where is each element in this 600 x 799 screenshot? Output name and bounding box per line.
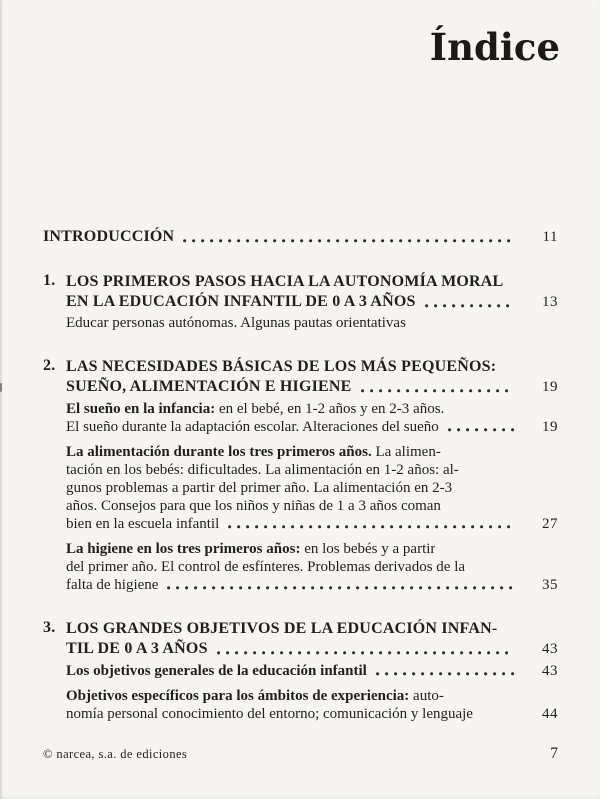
toc-text-bold: LOS GRANDES OBJETIVOS DE LA EDUCACIÓN INFAN- [66, 620, 498, 637]
toc-text-regular: del primer año. El control de esfínteres. Problemas derivados de la [66, 559, 466, 575]
dot-leader [217, 651, 514, 655]
toc-page-number: 35 [542, 577, 558, 593]
dot-leader [361, 389, 514, 393]
toc-text [66, 515, 219, 533]
toc-text-bold: Objetivos específicos para los ámbitos de experiencia: [66, 688, 410, 704]
toc-line [66, 272, 558, 292]
toc-line [66, 292, 558, 312]
toc-text-regular: gunos problemas a partir del primer año. La alimentación en 2-3 [66, 480, 453, 496]
toc-line [66, 705, 558, 723]
chapter-number: 2. [43, 357, 56, 374]
toc-entry [66, 540, 558, 594]
toc-text-regular: tación en los bebés: dificultades. La alimentación en 1-2 años: al- [66, 462, 459, 478]
toc-page-number: 19 [542, 379, 558, 395]
toc-page-number: 44 [542, 706, 558, 722]
toc-text [66, 662, 367, 680]
toc-page-number: 43 [542, 641, 558, 657]
page-footer [43, 745, 558, 763]
toc-page-number: 43 [542, 663, 558, 679]
toc-entry [43, 227, 558, 247]
toc-text [66, 314, 406, 332]
publisher-imprint: © narcea, s.a. de ediciones [43, 747, 188, 761]
toc-page-number: 19 [542, 419, 558, 435]
toc-line [66, 400, 558, 418]
toc-text [66, 540, 435, 558]
toc-text [66, 639, 208, 659]
dot-leader [167, 586, 514, 590]
toc-text [66, 497, 441, 515]
toc-text-bold: La higiene en los tres primeros años: [66, 541, 301, 557]
toc-page-number: 11 [542, 229, 558, 245]
dot-leader [425, 304, 514, 308]
toc-text-regular: en los bebés y a partir [300, 541, 436, 557]
toc-text [66, 357, 496, 377]
toc-text-regular: La alimen- [371, 444, 441, 460]
toc-text [66, 619, 497, 639]
leader-spacer [482, 715, 514, 719]
toc-line [66, 576, 558, 594]
toc-line [66, 619, 558, 639]
toc-text [66, 479, 452, 497]
toc-text-regular: auto- [409, 688, 444, 704]
dot-leader [228, 525, 514, 529]
toc-text-bold: EN LA EDUCACIÓN INFANTIL DE 0 A 3 AÑOS [66, 293, 416, 310]
toc-line [66, 418, 558, 436]
toc-text [66, 443, 441, 461]
toc-entry [66, 400, 558, 436]
toc-text-regular: bien en la escuela infantil [66, 516, 220, 532]
toc-page-number: 13 [542, 294, 558, 310]
toc-text-bold: INTRODUCCIÓN [43, 228, 175, 245]
toc-line [66, 443, 558, 461]
toc-text-bold: SUEÑO, ALIMENTACIÓN E HIGIENE [66, 378, 352, 395]
toc-text-bold: Los objetivos generales de la educación infantil [66, 663, 367, 679]
toc-text-regular: El sueño durante la adaptación escolar. Alteraciones del sueño [66, 419, 439, 435]
toc-text [43, 227, 174, 247]
toc-entry [43, 357, 558, 397]
toc-page-number: 27 [542, 516, 558, 532]
dot-leader [376, 672, 514, 676]
toc-text [66, 558, 465, 576]
dot-leader [183, 239, 514, 243]
toc-text-bold: LOS PRIMEROS PASOS HACIA LA AUTONOMÍA MORAL [66, 273, 504, 290]
chapter-number: 3. [43, 619, 56, 636]
toc-text [66, 461, 459, 479]
toc-line [66, 540, 558, 558]
toc-line [66, 558, 558, 576]
scan-artifact-speck [0, 383, 2, 392]
dot-leader [448, 428, 514, 432]
toc-text [66, 400, 444, 418]
page-title: Índice [429, 25, 560, 69]
chapter-number: 1. [43, 272, 56, 289]
toc-entry [66, 662, 558, 680]
toc-entry [66, 687, 558, 723]
toc-text-regular: nomía personal conocimiento del entorno; comunicación y lenguaje [66, 706, 473, 722]
toc-list [43, 227, 558, 723]
toc-entry [43, 272, 558, 312]
toc-line [66, 662, 558, 680]
folio-page-number: 7 [550, 745, 558, 762]
toc-entry [66, 443, 558, 533]
toc-line [66, 515, 558, 533]
toc-line [66, 687, 558, 705]
toc-line [66, 497, 558, 515]
toc-line [66, 377, 558, 397]
toc-line [66, 639, 558, 659]
toc-entry [43, 619, 558, 659]
toc-text [66, 377, 352, 397]
toc-line [66, 357, 558, 377]
toc-text-bold: TIL DE 0 A 3 AÑOS [66, 640, 208, 657]
toc-text-bold: El sueño en la infancia: [66, 401, 216, 417]
toc-text-regular: en el bebé, en 1-2 años y en 2-3 años. [215, 401, 445, 417]
toc-text [66, 705, 473, 723]
toc-line [66, 461, 558, 479]
toc-text [66, 576, 158, 594]
toc-text-regular: Educar personas autónomas. Algunas pautas orientativas [66, 315, 406, 331]
toc-text-bold: La alimentación durante los tres primeros años. [66, 444, 372, 460]
toc-text [66, 272, 503, 292]
toc-line [66, 314, 558, 332]
toc-line [66, 479, 558, 497]
toc-line [43, 227, 558, 247]
toc-text [66, 292, 416, 312]
toc-text-regular: años. Consejos para que los niños y niñas de 1 a 3 años coman [66, 498, 441, 514]
toc-text [66, 418, 439, 436]
toc-text-regular: falta de higiene [66, 577, 159, 593]
scan-edge-shadow [0, 0, 3, 799]
toc-text [66, 687, 444, 705]
toc-text-bold: LAS NECESIDADES BÁSICAS DE LOS MÁS PEQUEÑOS: [66, 358, 497, 375]
toc-entry [66, 314, 558, 332]
